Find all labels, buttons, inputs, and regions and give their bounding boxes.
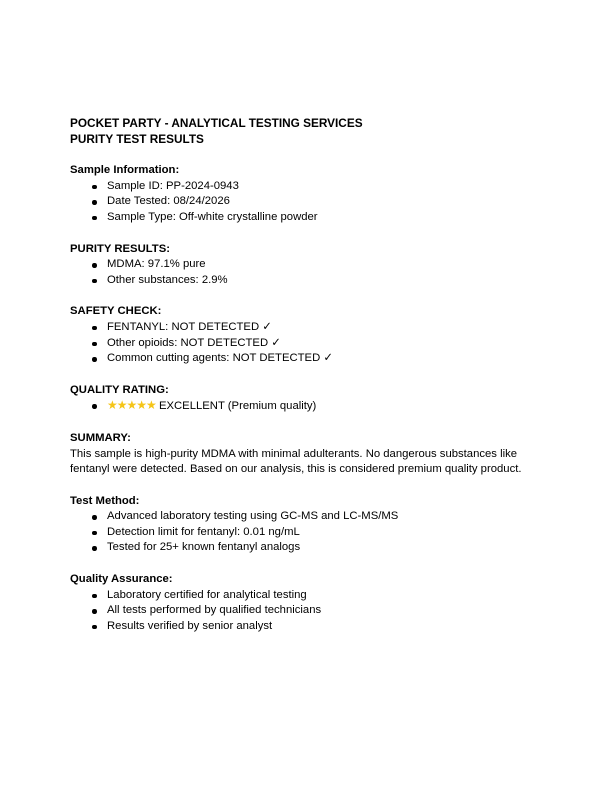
- purity-results-list: [70, 257, 542, 288]
- list-item: Sample ID: PP-2024-0943: [92, 179, 542, 195]
- list-item: [92, 398, 542, 415]
- list-item: Detection limit for fentanyl: 0.01 ng/mL: [92, 525, 542, 541]
- list-item: Sample Type: Off-white crystalline powder: [92, 210, 542, 226]
- document-subtitle: PURITY TEST RESULTS: [70, 131, 204, 146]
- safety-check-list: [70, 320, 542, 367]
- quality-assurance-list: [70, 588, 542, 635]
- list-item: Date Tested: 08/24/2026: [92, 194, 542, 210]
- safety-check-heading: SAFETY CHECK:: [70, 305, 162, 318]
- document-title: POCKET PARTY - ANALYTICAL TESTING SERVICES: [70, 116, 363, 130]
- list-item: Other opioids: NOT DETECTED ✓: [92, 336, 542, 352]
- test-method-heading: Test Method:: [70, 494, 140, 507]
- test-method-list: [70, 509, 542, 556]
- list-item: MDMA: 97.1% pure: [92, 257, 542, 273]
- list-item: All tests performed by qualified technicians: [92, 603, 542, 619]
- summary-heading: SUMMARY:: [70, 431, 131, 444]
- quality-assurance-heading: Quality Assurance:: [70, 573, 173, 586]
- list-item: Tested for 25+ known fentanyl analogs: [92, 540, 542, 556]
- list-item: Common cutting agents: NOT DETECTED ✓: [92, 351, 542, 367]
- quality-rating-heading: QUALITY RATING:: [70, 383, 169, 396]
- purity-results-section: [70, 242, 542, 289]
- test-method-section: [70, 494, 542, 556]
- list-item: Other substances: 2.9%: [92, 273, 542, 289]
- quality-rating-section: [70, 383, 542, 415]
- quality-rating-list: [70, 398, 542, 415]
- document-content: [70, 116, 542, 634]
- summary-text: This sample is high-purity MDMA with minimal adulterants. No dangerous substances like fentanyl were detected. Based on our analysis, this is considered premium quality product.: [70, 447, 522, 476]
- list-item: FENTANYL: NOT DETECTED ✓: [92, 320, 542, 336]
- list-item: Laboratory certified for analytical testing: [92, 588, 542, 604]
- list-item: Results verified by senior analyst: [92, 619, 542, 635]
- safety-check-section: [70, 304, 542, 366]
- purity-results-heading: PURITY RESULTS:: [70, 242, 171, 255]
- star-rating-icon: ★★★★★: [107, 398, 156, 413]
- sample-information-section: [70, 163, 542, 225]
- quality-rating-text: EXCELLENT (Premium quality): [158, 400, 317, 413]
- summary-section: [70, 431, 542, 478]
- list-item: Advanced laboratory testing using GC-MS and LC-MS/MS: [92, 509, 542, 525]
- sample-information-list: [70, 179, 542, 226]
- sample-information-heading: Sample Information:: [70, 164, 180, 177]
- quality-assurance-section: [70, 572, 542, 634]
